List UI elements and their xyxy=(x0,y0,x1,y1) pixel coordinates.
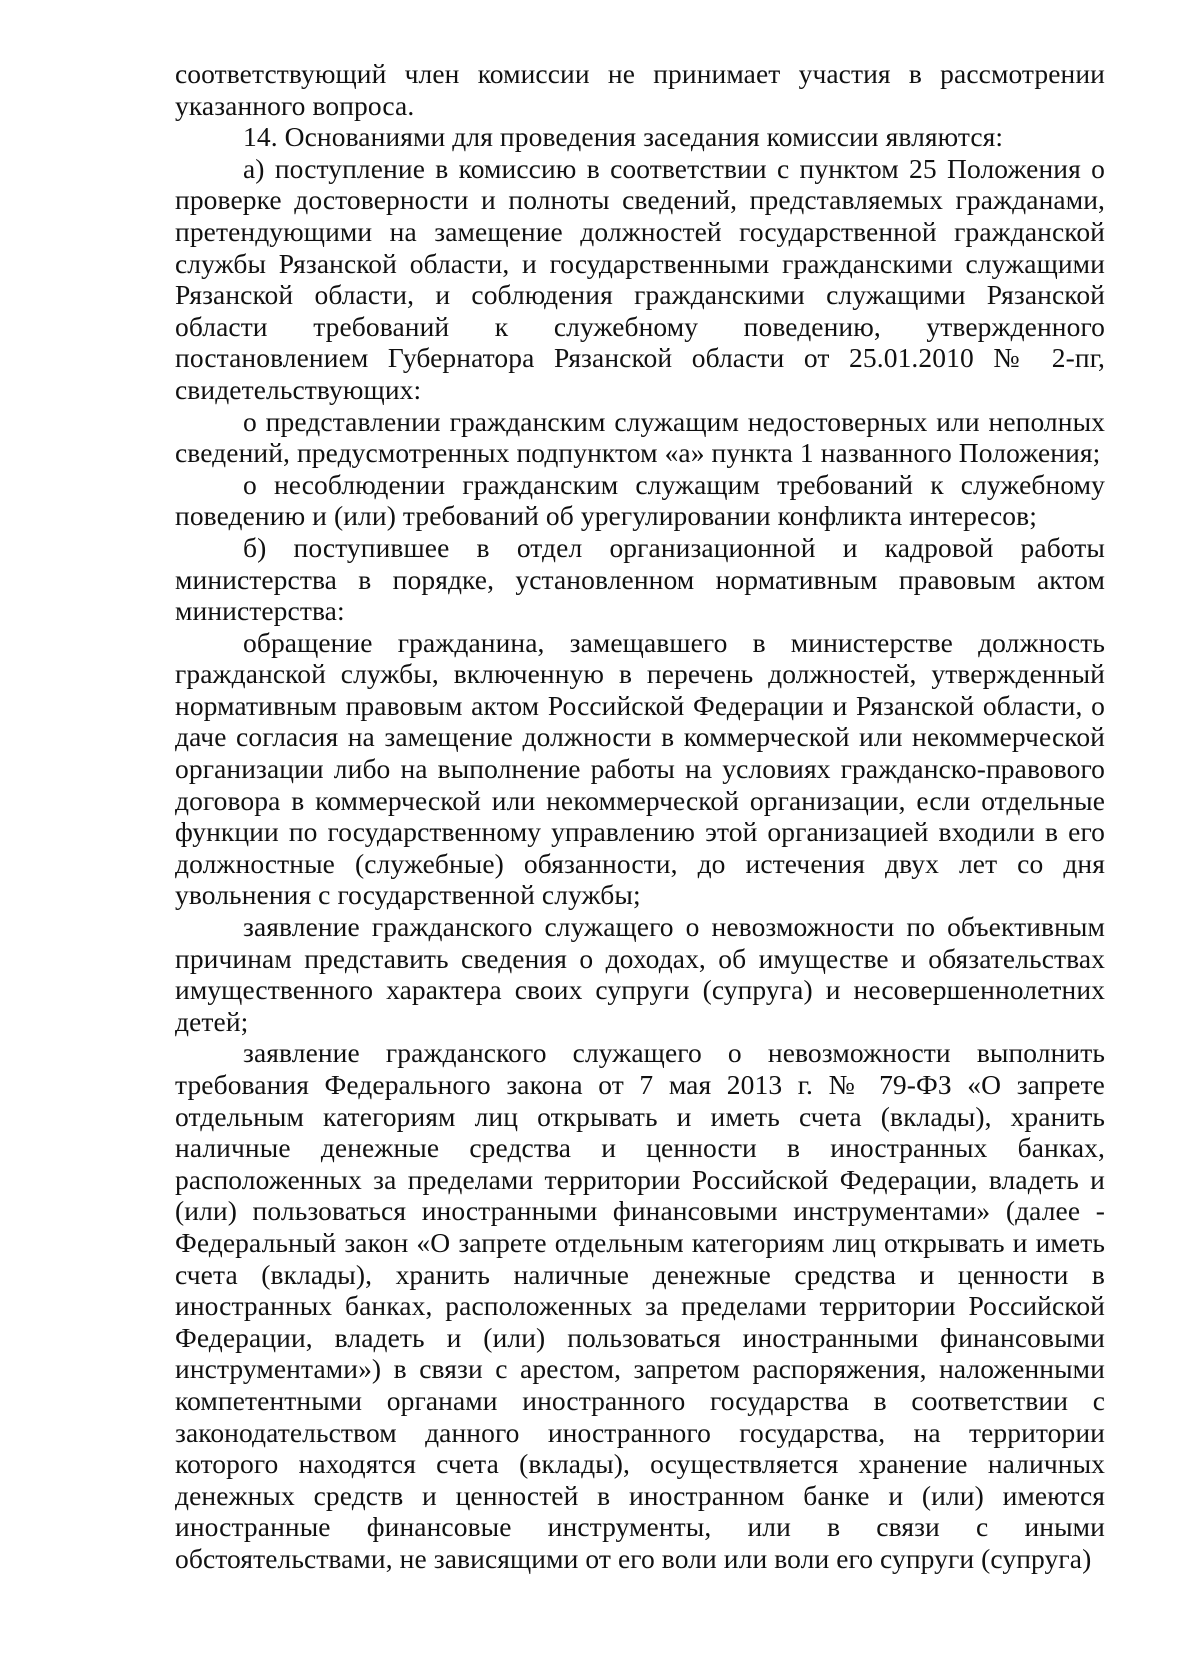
paragraph-subitem-a: а) поступление в комиссию в соответствии с пунктом 25 Положения о проверке достоверности и полноты сведений, представляемых гражданами, претендующими на замещение должностей государственной гражданской службы Рязанской области, и государственными гражданскими служащими Рязанской области, и соблюдения гражданскими служащими Рязанской области требований к служебному поведению, утвержденного постановлением Губернатора Рязанской области от 25.01.2010 № 2-пг, свидетельствующих: xyxy=(175,152,1105,405)
paragraph-a-point-1: о представлении гражданским служащим недостоверных или неполных сведений, предусмотренных подпунктом «а» пункта 1 названного Положения; xyxy=(175,405,1105,469)
paragraph-b-point-1: обращение гражданина, замещавшего в министерстве должность гражданской службы, включенную в перечень должностей, утвержденный нормативным правовым актом Российской Федерации и Рязанской области, о даче согласия на замещение должности в коммерческой или некоммерческой организации либо на выполнение работы на условиях гражданско-правового договора в коммерческой или некоммерческой организации, если отдельные функции по государственному управлению этой организацией входили в его должностные (служебные) обязанности, до истечения двух лет со дня увольнения с государственной службы; xyxy=(175,626,1105,911)
document-page xyxy=(175,58,1105,1575)
paragraph-item-14: 14. Основаниями для проведения заседания комиссии являются: xyxy=(243,121,1004,153)
paragraph-b-point-3: заявление гражданского служащего о невозможности выполнить требования Федерального закона от 7 мая 2013 г. № 79-ФЗ «О запрете отдельным категориям лиц открывать и иметь счета (вклады), хранить наличные денежные средства и ценности в иностранных банках, расположенных за пределами территории Российской Федерации, владеть и (или) пользоваться иностранными финансовыми инструментами» (далее - Федеральный закон «О запрете отдельным категориям лиц открывать и иметь счета (вклады), хранить наличные денежные средства и ценности в иностранных банках, расположенных за пределами территории Российской Федерации, владеть и (или) пользоваться иностранными финансовыми инструментами») в связи с арестом, запретом распоряжения, наложенными компетентными органами иностранного государства в соответствии с законодательством данного иностранного государства, на территории которого находятся счета (вклады), осуществляется хранение наличных денежных средств и ценностей в иностранном банке и (или) имеются иностранные финансовые инструменты, или в связи с иными обстоятельствами, не зависящими от его воли или воли его супруги (супруга) xyxy=(175,1037,1105,1574)
paragraph-a-point-2: о несоблюдении гражданским служащим требований к служебному поведению и (или) требований об урегулировании конфликта интересов; xyxy=(175,468,1105,532)
paragraph-b-point-2: заявление гражданского служащего о невозможности по объективным причинам представить сведения о доходах, об имуществе и обязательствах имущественного характера своих супруги (супруга) и несовершеннолетних детей; xyxy=(175,911,1105,1037)
paragraph-continuation: соответствующий член комиссии не принимает участия в рассмотрении указанного вопроса. xyxy=(175,58,1105,121)
paragraph-subitem-b: б) поступившее в отдел организационной и кадровой работы министерства в порядке, установленном нормативным правовым актом министерства: xyxy=(175,531,1105,627)
